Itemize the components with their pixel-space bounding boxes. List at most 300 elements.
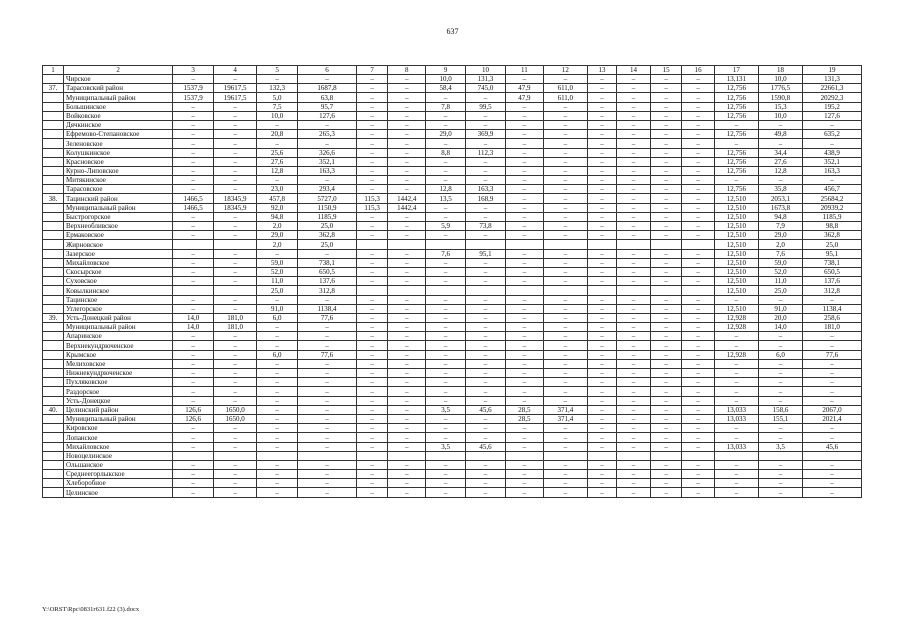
table-cell: – xyxy=(543,212,587,221)
table-cell: 28,5 xyxy=(505,414,543,423)
row-name: Верхнеобливское xyxy=(64,222,173,231)
table-cell: – xyxy=(173,166,214,175)
table-cell: – xyxy=(214,304,257,313)
table-cell: 12,510 xyxy=(714,194,758,203)
table-cell: 25,0 xyxy=(257,286,298,295)
table-cell: – xyxy=(173,212,214,221)
table-cell: – xyxy=(714,332,758,341)
table-cell: – xyxy=(505,396,543,405)
table-cell: – xyxy=(466,139,506,148)
table-cell: – xyxy=(388,424,426,433)
row-name: Дячкинское xyxy=(64,120,173,129)
table-cell: 611,0 xyxy=(543,93,587,102)
row-number: 38. xyxy=(43,194,64,203)
table-cell: – xyxy=(388,120,426,129)
table-cell: 438,9 xyxy=(803,148,862,157)
table-cell: 181,0 xyxy=(214,313,257,322)
table-cell: – xyxy=(682,304,715,313)
column-number-19: 19 xyxy=(803,66,862,75)
table-row xyxy=(43,405,862,414)
table-cell: 25,0 xyxy=(298,222,357,231)
table-cell: 12,756 xyxy=(714,148,758,157)
table-cell: – xyxy=(803,139,862,148)
table-cell: – xyxy=(426,176,466,185)
table-cell: – xyxy=(388,139,426,148)
table-cell: 1150,9 xyxy=(298,203,357,212)
table-cell: – xyxy=(587,313,616,322)
table-cell: – xyxy=(543,488,587,497)
table-cell: 1442,4 xyxy=(388,194,426,203)
table-cell: – xyxy=(388,433,426,442)
table-row xyxy=(43,369,862,378)
table-cell: – xyxy=(803,359,862,368)
table-cell: – xyxy=(388,332,426,341)
table-cell: – xyxy=(617,387,651,396)
table-cell: 650,5 xyxy=(298,267,357,276)
table-cell: – xyxy=(257,378,298,387)
table-cell: 115,3 xyxy=(356,203,387,212)
table-cell: – xyxy=(650,479,681,488)
table-cell: 59,0 xyxy=(758,258,802,267)
table-cell: – xyxy=(543,442,587,451)
table-cell: – xyxy=(214,222,257,231)
table-cell: – xyxy=(587,488,616,497)
table-cell: – xyxy=(543,157,587,166)
table-cell: – xyxy=(388,130,426,139)
row-name: Апаринское xyxy=(64,332,173,341)
table-cell: – xyxy=(758,460,802,469)
row-number xyxy=(43,433,64,442)
table-cell xyxy=(426,240,466,249)
table-cell: – xyxy=(298,470,357,479)
table-cell: – xyxy=(214,479,257,488)
table-row xyxy=(43,286,862,295)
table-cell: – xyxy=(617,359,651,368)
table-cell: – xyxy=(803,387,862,396)
table-cell: 52,0 xyxy=(758,267,802,276)
row-name: Ефремово-Степановское xyxy=(64,130,173,139)
table-cell: – xyxy=(505,341,543,350)
table-cell: – xyxy=(803,369,862,378)
column-number-8: 8 xyxy=(388,66,426,75)
table-cell xyxy=(466,240,506,249)
table-cell: – xyxy=(356,313,387,322)
table-cell: 12,928 xyxy=(714,313,758,322)
table-cell: – xyxy=(356,75,387,84)
table-cell: – xyxy=(543,378,587,387)
table-cell: 1442,4 xyxy=(388,203,426,212)
table-cell: 12,510 xyxy=(714,277,758,286)
table-cell: – xyxy=(173,378,214,387)
table-cell: – xyxy=(650,295,681,304)
table-cell xyxy=(426,286,466,295)
table-cell: – xyxy=(505,249,543,258)
table-cell: – xyxy=(543,304,587,313)
table-cell: 14,0 xyxy=(758,323,802,332)
table-cell: – xyxy=(617,414,651,423)
table-cell: – xyxy=(803,433,862,442)
table-cell: 2,0 xyxy=(257,222,298,231)
table-cell: – xyxy=(214,277,257,286)
table-cell: – xyxy=(505,194,543,203)
table-cell: – xyxy=(356,139,387,148)
table-cell: – xyxy=(650,378,681,387)
table-cell: – xyxy=(587,157,616,166)
table-cell: 635,2 xyxy=(803,130,862,139)
table-cell: – xyxy=(173,460,214,469)
row-name: Нижнекундрюченское xyxy=(64,369,173,378)
table-cell: – xyxy=(426,387,466,396)
table-cell: – xyxy=(505,369,543,378)
table-cell: 126,6 xyxy=(173,414,214,423)
table-cell xyxy=(388,286,426,295)
table-cell: – xyxy=(356,350,387,359)
table-cell: – xyxy=(650,194,681,203)
table-cell: – xyxy=(388,350,426,359)
table-cell xyxy=(617,286,651,295)
table-cell: – xyxy=(617,488,651,497)
row-name: Быстрогорское xyxy=(64,212,173,221)
table-cell: – xyxy=(356,414,387,423)
table-cell: – xyxy=(505,258,543,267)
table-cell: – xyxy=(298,460,357,469)
table-cell: – xyxy=(650,84,681,93)
table-cell: – xyxy=(173,396,214,405)
table-cell: 352,1 xyxy=(298,157,357,166)
table-cell: – xyxy=(587,277,616,286)
table-cell: – xyxy=(682,488,715,497)
table-cell: 1650,0 xyxy=(214,414,257,423)
table-cell: – xyxy=(617,111,651,120)
table-cell: – xyxy=(587,231,616,240)
table-cell: – xyxy=(173,222,214,231)
row-name: Скосырское xyxy=(64,267,173,276)
table-cell: – xyxy=(298,249,357,258)
table-cell: – xyxy=(173,424,214,433)
table-cell: – xyxy=(587,460,616,469)
table-cell xyxy=(587,240,616,249)
table-cell: – xyxy=(214,102,257,111)
table-cell: – xyxy=(714,460,758,469)
table-cell: – xyxy=(173,267,214,276)
table-cell: – xyxy=(543,460,587,469)
column-number-15: 15 xyxy=(650,66,681,75)
table-cell: – xyxy=(214,212,257,221)
table-cell: – xyxy=(543,341,587,350)
table-row xyxy=(43,470,862,479)
table-cell: – xyxy=(587,369,616,378)
table-cell: 6,0 xyxy=(257,350,298,359)
table-cell: – xyxy=(587,267,616,276)
table-cell: – xyxy=(356,470,387,479)
table-cell: – xyxy=(173,130,214,139)
table-cell: – xyxy=(650,424,681,433)
table-cell: – xyxy=(466,460,506,469)
table-cell: 457,8 xyxy=(257,194,298,203)
table-cell: – xyxy=(466,470,506,479)
row-number xyxy=(43,249,64,258)
table-cell: 126,6 xyxy=(173,405,214,414)
table-cell: 12,756 xyxy=(714,102,758,111)
table-cell: – xyxy=(758,378,802,387)
table-cell: – xyxy=(650,258,681,267)
table-cell: 371,4 xyxy=(543,405,587,414)
row-name: Муниципальный район xyxy=(64,93,173,102)
table-cell: – xyxy=(257,488,298,497)
table-cell: 8,8 xyxy=(426,148,466,157)
table-cell: – xyxy=(803,295,862,304)
table-row xyxy=(43,258,862,267)
row-number xyxy=(43,387,64,396)
table-cell: – xyxy=(466,231,506,240)
row-number xyxy=(43,323,64,332)
table-cell: – xyxy=(426,139,466,148)
table-cell: – xyxy=(714,359,758,368)
table-cell: – xyxy=(543,176,587,185)
column-number-16: 16 xyxy=(682,66,715,75)
table-cell: 91,0 xyxy=(758,304,802,313)
table-cell: – xyxy=(617,84,651,93)
table-cell: – xyxy=(466,433,506,442)
table-row xyxy=(43,304,862,313)
table-cell: – xyxy=(543,267,587,276)
table-cell: 77,6 xyxy=(803,350,862,359)
table-cell: 52,0 xyxy=(257,267,298,276)
table-cell: – xyxy=(426,460,466,469)
table-cell: 2053,1 xyxy=(758,194,802,203)
table-cell: – xyxy=(356,185,387,194)
table-cell: – xyxy=(388,479,426,488)
table-cell: – xyxy=(257,442,298,451)
table-cell: – xyxy=(587,479,616,488)
table-cell: – xyxy=(617,185,651,194)
table-cell: 95,1 xyxy=(803,249,862,258)
table-cell: 12,510 xyxy=(714,249,758,258)
row-number xyxy=(43,111,64,120)
row-name: Новоцелинское xyxy=(64,451,173,460)
table-cell: 168,9 xyxy=(466,194,506,203)
row-name: Жирновское xyxy=(64,240,173,249)
table-cell: 456,7 xyxy=(803,185,862,194)
table-cell: – xyxy=(587,433,616,442)
table-cell: – xyxy=(426,231,466,240)
table-cell: – xyxy=(505,479,543,488)
table-cell xyxy=(257,451,298,460)
table-cell: – xyxy=(298,414,357,423)
table-cell: – xyxy=(257,387,298,396)
table-cell: 127,6 xyxy=(298,111,357,120)
table-cell: – xyxy=(505,433,543,442)
table-cell: – xyxy=(587,102,616,111)
table-cell: 738,1 xyxy=(298,258,357,267)
table-cell: – xyxy=(214,249,257,258)
table-cell: – xyxy=(587,139,616,148)
table-cell: – xyxy=(356,212,387,221)
table-cell: – xyxy=(587,470,616,479)
table-row xyxy=(43,212,862,221)
row-name: Усть-Донецкий район xyxy=(64,313,173,322)
table-cell: – xyxy=(257,424,298,433)
table-cell: – xyxy=(682,341,715,350)
table-cell: 25,0 xyxy=(298,240,357,249)
table-cell: – xyxy=(617,102,651,111)
table-cell: – xyxy=(617,176,651,185)
table-cell: – xyxy=(426,267,466,276)
table-cell: – xyxy=(388,369,426,378)
row-number xyxy=(43,157,64,166)
table-cell: – xyxy=(426,414,466,423)
row-number xyxy=(43,286,64,295)
table-row xyxy=(43,194,862,203)
table-cell: – xyxy=(650,111,681,120)
table-cell: – xyxy=(388,258,426,267)
table-cell: – xyxy=(257,396,298,405)
table-cell: 28,5 xyxy=(505,405,543,414)
table-cell: – xyxy=(505,442,543,451)
table-cell xyxy=(356,451,387,460)
table-cell: – xyxy=(587,295,616,304)
table-cell: 131,3 xyxy=(466,75,506,84)
table-cell: 2,0 xyxy=(758,240,802,249)
table-cell: – xyxy=(803,460,862,469)
table-cell: 94,8 xyxy=(758,212,802,221)
table-row xyxy=(43,479,862,488)
table-cell: – xyxy=(173,387,214,396)
table-cell: – xyxy=(173,442,214,451)
table-cell: – xyxy=(617,424,651,433)
table-cell: 12,756 xyxy=(714,185,758,194)
table-cell: – xyxy=(650,387,681,396)
table-cell: – xyxy=(682,194,715,203)
table-cell: – xyxy=(758,470,802,479)
table-cell: – xyxy=(543,470,587,479)
table-cell: – xyxy=(803,470,862,479)
table-cell: – xyxy=(257,405,298,414)
row-number xyxy=(43,120,64,129)
table-cell: – xyxy=(682,166,715,175)
table-cell: – xyxy=(682,460,715,469)
table-cell: – xyxy=(388,341,426,350)
table-cell: – xyxy=(356,332,387,341)
table-cell: – xyxy=(356,433,387,442)
table-cell: 3,5 xyxy=(426,442,466,451)
table-cell: – xyxy=(426,396,466,405)
table-cell: – xyxy=(505,387,543,396)
table-cell: – xyxy=(650,222,681,231)
table-cell: – xyxy=(758,387,802,396)
table-cell: – xyxy=(543,148,587,157)
table-cell: – xyxy=(682,332,715,341)
table-cell: – xyxy=(617,222,651,231)
table-cell: – xyxy=(650,130,681,139)
row-name: Зеленовское xyxy=(64,139,173,148)
column-number-3: 3 xyxy=(173,66,214,75)
table-cell: – xyxy=(257,479,298,488)
table-cell xyxy=(682,286,715,295)
table-row xyxy=(43,488,862,497)
table-cell: 58,4 xyxy=(426,84,466,93)
table-cell: – xyxy=(356,249,387,258)
table-cell: – xyxy=(214,139,257,148)
table-cell xyxy=(758,451,802,460)
table-cell: – xyxy=(388,111,426,120)
table-cell: 1776,5 xyxy=(758,84,802,93)
table-cell: – xyxy=(426,93,466,102)
table-cell: – xyxy=(587,304,616,313)
table-row xyxy=(43,414,862,423)
table-cell: – xyxy=(543,369,587,378)
table-cell: 1673,8 xyxy=(758,203,802,212)
table-cell: 18345,9 xyxy=(214,203,257,212)
table-cell: – xyxy=(758,176,802,185)
table-cell: – xyxy=(617,332,651,341)
row-number xyxy=(43,240,64,249)
table-cell: – xyxy=(587,194,616,203)
table-cell: – xyxy=(543,75,587,84)
table-cell: – xyxy=(587,203,616,212)
table-cell: – xyxy=(682,479,715,488)
table-cell: – xyxy=(466,414,506,423)
table-cell: 29,0 xyxy=(758,231,802,240)
table-cell: – xyxy=(388,231,426,240)
table-cell: 13,033 xyxy=(714,442,758,451)
table-cell: – xyxy=(505,424,543,433)
table-cell: – xyxy=(650,231,681,240)
row-name: Кировское xyxy=(64,424,173,433)
table-cell: – xyxy=(543,194,587,203)
table-cell: – xyxy=(617,378,651,387)
table-cell: 25684,2 xyxy=(803,194,862,203)
table-cell: – xyxy=(426,304,466,313)
table-cell xyxy=(617,240,651,249)
row-number xyxy=(43,258,64,267)
table-cell: – xyxy=(587,176,616,185)
table-cell: – xyxy=(426,341,466,350)
table-cell: 7,9 xyxy=(758,222,802,231)
row-number xyxy=(43,359,64,368)
table-cell: – xyxy=(356,231,387,240)
table-cell: 45,6 xyxy=(803,442,862,451)
table-cell: – xyxy=(426,359,466,368)
table-cell xyxy=(803,451,862,460)
table-row xyxy=(43,185,862,194)
table-cell: 22661,3 xyxy=(803,84,862,93)
table-cell: – xyxy=(543,185,587,194)
table-cell: 35,8 xyxy=(758,185,802,194)
table-cell: – xyxy=(650,332,681,341)
table-cell xyxy=(714,451,758,460)
table-cell: 94,8 xyxy=(257,212,298,221)
table-cell: 29,0 xyxy=(426,130,466,139)
table-cell: 1590,8 xyxy=(758,93,802,102)
table-cell: – xyxy=(466,111,506,120)
page-number: 637 xyxy=(446,27,459,36)
table-row xyxy=(43,222,862,231)
table-cell: – xyxy=(298,323,357,332)
row-number xyxy=(43,212,64,221)
table-row xyxy=(43,240,862,249)
table-cell: 47,9 xyxy=(505,93,543,102)
table-cell: – xyxy=(587,222,616,231)
table-cell: – xyxy=(505,488,543,497)
table-cell: – xyxy=(543,424,587,433)
table-cell: – xyxy=(466,267,506,276)
table-cell: – xyxy=(356,323,387,332)
row-number xyxy=(43,479,64,488)
row-number xyxy=(43,369,64,378)
table-cell: 27,6 xyxy=(257,157,298,166)
table-cell: – xyxy=(356,295,387,304)
